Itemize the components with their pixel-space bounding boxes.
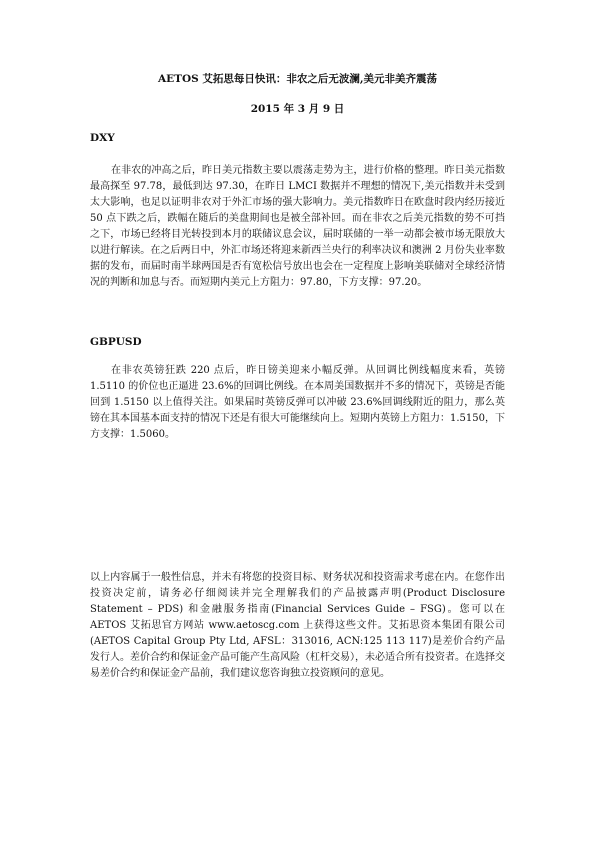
disclaimer-text: 以上内容属于一般性信息，并未有将您的投资目标、财务状况和投资需求考虑在内。在您作出投资决定前，请务必仔细阅读并完全理解我们的产品披露声明(Product Disclosure Statement – PDS) 和金融服务指南(Financial Services Guide – FSG)。您可以在 AETOS 艾拓思官方网站 www.aetoscg.com 上获得这些文件。艾拓思资本集团有限公司(AETOS Capital Group Pty Ltd, AFSL：313016, ACN:125 113 117)是差价合约产品发行人。差价合约和保证金产品可能产生高风险（杠杆交易），未必适合所有投资者。在选择交易差价合约和保证金产品前，我们建议您咨询独立投资顾问的意见。	[90, 572, 505, 679]
section-body-dxy: 在非农的冲高之后，昨日美元指数主要以震荡走势为主，进行价格的整理。昨日美元指数最高探至 97.78，最低到达 97.30，在昨日 LMCI 数据并不理想的情况下,美元指数并未受到太大影响，也足以证明非农对于外汇市场的强大影响力。美元指数昨日在欧盘时段内经历接近 50 点下跌之后，跌幅在随后的美盘期间也是被全部补回。而在非农之后美元指数的势不可挡之下，市场已经将目光转投到本月的联储议息会议，届时联储的一举一动都会被市场无限放大以进行解读。在之后两日中，外汇市场还将迎来新西兰央行的利率决议和澳洲 2 月份失业率数据的发布，而届时南半球两国是否有宽松信号放出也会在一定程度上影响美联储对全球经济情况的判断和加息与否。而短期内美元上方阻力：97.80，下方支撑：97.20。	[90, 165, 505, 288]
document-date: 2015 年 3 月 9 日	[250, 103, 345, 115]
section-heading-gbpusd: GBPUSD	[90, 336, 142, 348]
section-heading-dxy: DXY	[90, 132, 115, 144]
document-title: AETOS 艾拓思每日快讯：非农之后无波澜,美元非美齐震荡	[157, 73, 437, 85]
section-body-gbpusd: 在非农英镑狂跌 220 点后，昨日镑美迎来小幅反弹。从回调比例线幅度来看，英镑 1.5110 的价位也正逼进 23.6%的回调比例线。在本周美国数据并不多的情况下，英镑是否能回到 1.5150 以上值得关注。如果届时英镑反弹可以冲破 23.6%回调线附近的阻力，那么英镑在其本国基本面支持的情况下还是有很大可能继续向上。短期内英镑上方阻力：1.5150，下方支撑：1.5060。	[90, 365, 505, 440]
